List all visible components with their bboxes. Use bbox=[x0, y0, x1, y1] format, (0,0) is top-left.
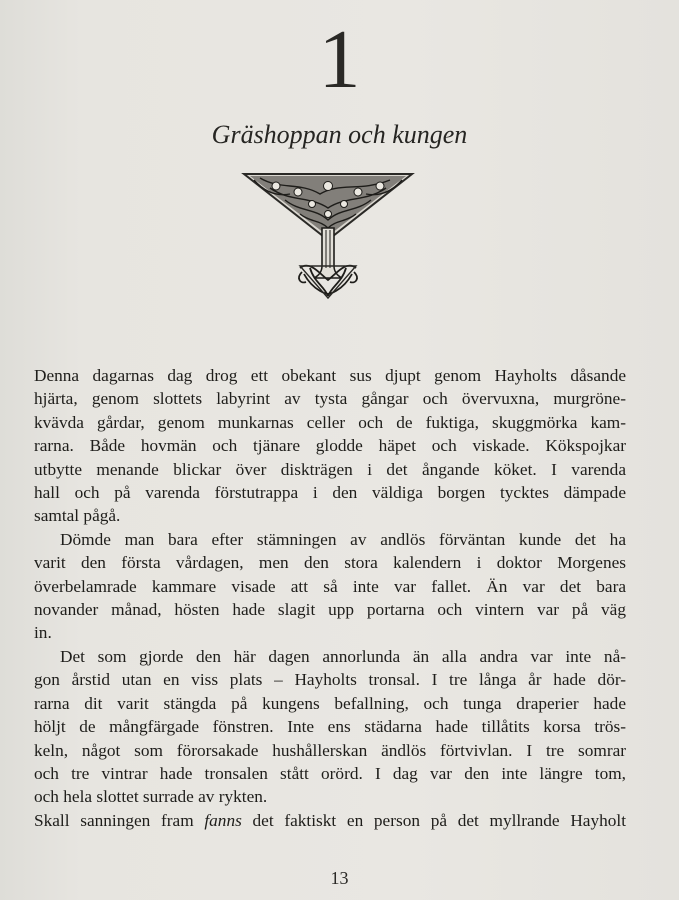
paragraph-3 bbox=[34, 645, 626, 809]
text-line: keln, något som förorsakade hushållerskan ändlös förtvivlan. I tre somrar bbox=[34, 740, 626, 760]
text-line: gon årstid utan en viss plats – Hayholts tronsal. I tre långa år hade dör- bbox=[34, 670, 626, 690]
paragraph-2 bbox=[34, 528, 626, 645]
text-line: hjärta, genom slottets labyrint av tysta gångar och övervuxna, murgröne- bbox=[34, 389, 626, 409]
text-line: Det som gjorde den här dagen annorlunda än alla andra var inte nå- bbox=[60, 646, 626, 666]
text-run: Skall sanningen fram bbox=[34, 810, 205, 830]
italic-word: fanns bbox=[204, 810, 242, 830]
text-line: rarna dit varit stängda på kungens befallning, och tunga draperier hade bbox=[34, 693, 626, 713]
text-line: rarna. Både hovmän och tjänare glodde häpet och viskade. Kökspojkar bbox=[34, 436, 626, 456]
chapter-title: Gräshoppan och kungen bbox=[211, 120, 468, 149]
chapter-body-text bbox=[34, 364, 626, 832]
text-line: samtal pågå. bbox=[34, 506, 121, 526]
text-line: utbytte menande blickar över diskträgen i det ångande köket. I varenda bbox=[34, 459, 626, 479]
chapter-number: 1 bbox=[318, 13, 361, 106]
text-line: överbelamrade kammare visade att så inte var fallet. Än var det bara bbox=[34, 576, 626, 596]
paragraph-1 bbox=[34, 364, 626, 528]
text-line: kvävda gårdar, genom munkarnas celler och de fuktiga, skuggmörka kam- bbox=[34, 412, 626, 432]
text-line: Dömde man bara efter stämningen av andlös förväntan kunde det ha bbox=[60, 529, 626, 549]
text-line: in. bbox=[34, 623, 52, 643]
text-line: höljt de mångfärgade fönstren. Inte ens städarna hade tillåtits korsa trös- bbox=[34, 717, 626, 737]
text-line: hall och på varenda förstutrappa i den väldiga borgen tycktes dämpade bbox=[34, 483, 626, 503]
text-line: och tre vintrar hade tronsalen stått orörd. I dag var den inte längre tom, bbox=[34, 763, 626, 783]
text-line: och hela slottet surrade av rykten. bbox=[34, 787, 268, 807]
page-number: 13 bbox=[330, 868, 349, 888]
text-line bbox=[34, 809, 626, 832]
text-line: varit den första vårdagen, men den stora kalendern i doktor Morgenes bbox=[34, 553, 626, 573]
text-run: det faktiskt en person på det myllrande Hayholt bbox=[241, 810, 626, 830]
tree-ornament-icon bbox=[240, 168, 416, 300]
text-line: Denna dagarnas dag drog ett obekant sus djupt genom Hayholts dåsande bbox=[34, 366, 626, 385]
paragraph-4 bbox=[34, 809, 626, 832]
text-line: novander månad, hösten hade slagit upp portarna och vintern var på väg bbox=[34, 600, 626, 620]
